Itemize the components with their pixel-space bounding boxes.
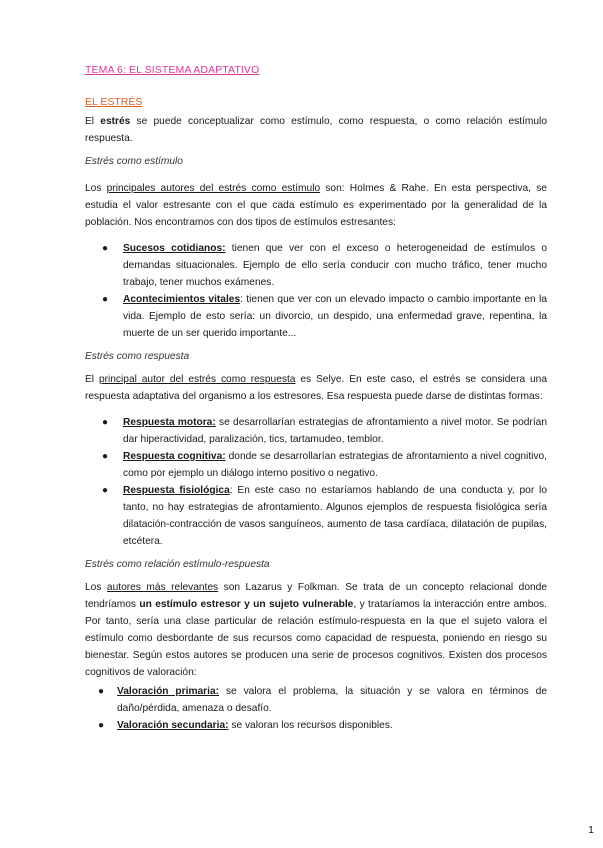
list-item-text: tienen que ver con el exceso o heterogeneidad de estímulos o demandas situacionales. Ejemplo de ello sería conducir con mucho tráfico, tener mucho trabajo, tener muchos exámenes. bbox=[123, 243, 547, 288]
bullet-icon: ● bbox=[102, 451, 109, 462]
bullet-icon: ● bbox=[102, 243, 109, 254]
intro-paragraph: El estrés se puede conceptualizar como estímulo, como respuesta, o como relación estímulo respuesta. bbox=[85, 116, 547, 144]
list-item-term: Respuesta cognitiva: bbox=[123, 451, 226, 462]
section-heading: EL ESTRÉS bbox=[85, 96, 143, 108]
list-item bbox=[85, 482, 547, 550]
list-item-text: : En este caso no estaríamos hablando de una conducta y, por lo tanto, no hay estrategias de afrontamiento. Algunos ejemplos de respuesta fisiológica sería dilatación-contracción de vasos sanguíneos, aumento de tasa cardíaca, dilatación de pupilas, etcétera. bbox=[123, 485, 547, 547]
bullet-icon: ● bbox=[98, 686, 105, 697]
response-list bbox=[85, 414, 547, 550]
list-item bbox=[85, 448, 547, 482]
list-item-term: Sucesos cotidianos: bbox=[123, 243, 226, 254]
list-item-term: Acontecimientos vitales bbox=[123, 294, 241, 305]
list-item bbox=[85, 291, 547, 342]
document-title: TEMA 6: EL SISTEMA ADAPTATIVO bbox=[85, 64, 260, 76]
relation-bold-phrase: un estímulo estresor y un sujeto vulnerable bbox=[139, 599, 354, 610]
subheading-relation: Estrés como relación estímulo-respuesta bbox=[85, 559, 270, 570]
list-item-text: donde se desarrollarían estrategias de afrontamiento a nivel cognitivo, como por ejemplo un diálogo interno positivo o negativo. bbox=[123, 451, 547, 479]
intro-bold-term: estrés bbox=[100, 116, 131, 127]
list-item-term: Valoración secundaria: bbox=[117, 720, 229, 731]
stimulus-authors-underlined: principales autores del estrés como estímulo bbox=[106, 183, 321, 194]
list-item-text: se valoran los recursos disponibles. bbox=[228, 720, 393, 731]
relation-list bbox=[85, 683, 547, 734]
list-item-term: Respuesta fisiológica bbox=[123, 485, 230, 496]
bullet-icon: ● bbox=[102, 417, 109, 428]
stimulus-paragraph: Los principales autores del estrés como estímulo son: Holmes & Rahe. En esta perspectiva, se estudia el valor estresante con el que cada estímulo es experimentado por la generalidad de la población. Nos encontramos con dos tipos de estímulos estresantes: bbox=[85, 183, 547, 228]
relation-authors-underlined: autores más relevantes bbox=[106, 582, 219, 593]
response-author-underlined: principal autor del estrés como respuesta bbox=[98, 374, 296, 385]
list-item bbox=[85, 683, 547, 717]
page-number: 1 bbox=[588, 824, 594, 836]
list-item-term: Respuesta motora: bbox=[123, 417, 216, 428]
relation-paragraph: Los autores más relevantes son Lazarus y Folkman. Se trata de un concepto relacional donde tendríamos un estímulo estresor y un sujeto vulnerable, y trataríamos la interacción entre ambos. Por tanto, sería una clase particular de relación estímulo-respuesta en la que el sujeto valora el estímulo como desbordante de sus recursos como capacidad de respuesta, poniendo en riesgo su bienestar. Según estos autores se producen una serie de procesos cognitivos. Existen dos procesos cognitivos de valoración: bbox=[85, 582, 547, 678]
stimulus-list bbox=[85, 240, 547, 342]
subheading-response: Estrés como respuesta bbox=[85, 351, 190, 362]
response-paragraph: El principal autor del estrés como respuesta es Selye. En este caso, el estrés se considera una respuesta adaptativa del organismo a los estresores. Esa respuesta puede darse de distintas formas: bbox=[85, 374, 547, 402]
list-item bbox=[85, 717, 547, 734]
subheading-stimulus: Estrés como estímulo bbox=[85, 156, 183, 167]
list-item bbox=[85, 414, 547, 448]
list-item-text: se desarrollarían estrategias de afrontamiento a nivel motor. Se podrían dar hiperactividad, paralización, tics, tartamudeo, temblor. bbox=[123, 417, 547, 445]
bullet-icon: ● bbox=[98, 720, 105, 731]
list-item-text: : tienen que ver con un elevado impacto o cambio importante en la vida. Ejemplo de esto sería: un divorcio, un despido, una enfermedad grave, repentina, la muerte de un ser querido importante... bbox=[123, 294, 547, 339]
document-body bbox=[85, 64, 547, 734]
bullet-icon: ● bbox=[102, 485, 109, 496]
list-item-text: se valora el problema, la situación y se valora en términos de daño/pérdida, amenaza o desafío. bbox=[117, 686, 548, 714]
list-item bbox=[85, 240, 547, 291]
bullet-icon: ● bbox=[102, 294, 109, 305]
list-item-term: Valoración primaria: bbox=[117, 686, 220, 697]
